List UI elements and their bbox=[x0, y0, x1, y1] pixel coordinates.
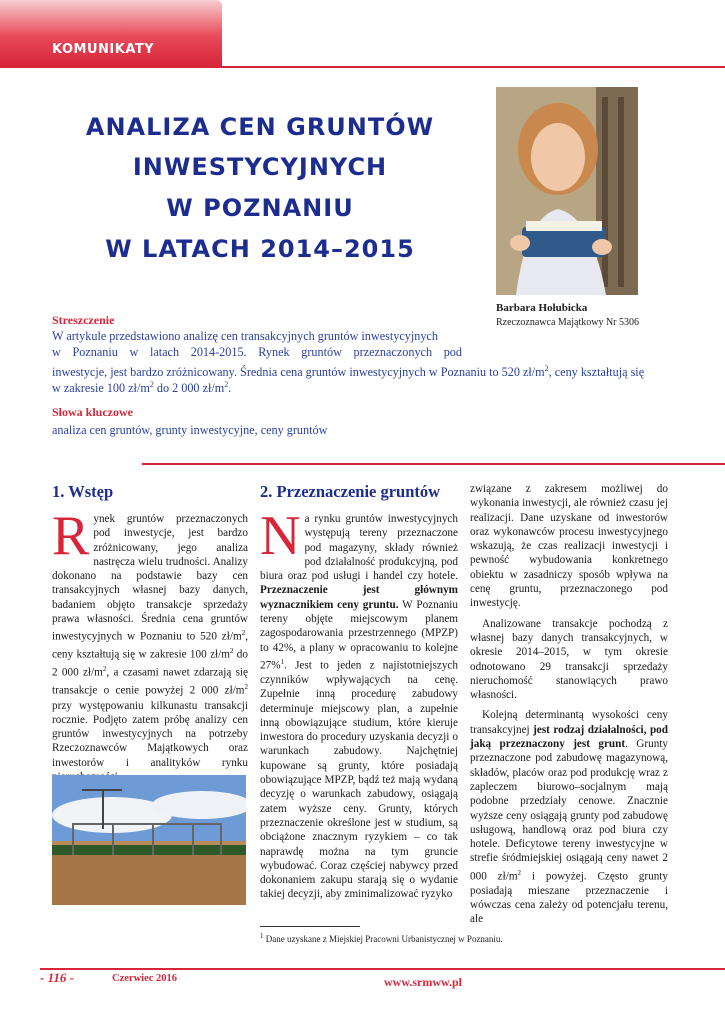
dropcap-n: N bbox=[260, 505, 301, 567]
header-rule bbox=[0, 66, 725, 68]
section-label: KOMUNIKATY bbox=[52, 42, 155, 57]
title-line-3: W POZNANIU bbox=[166, 194, 354, 222]
author-name: Barbara Hołubicka bbox=[496, 302, 588, 314]
abstract-line-2: w Poznaniu w latach 2014-2015. Rynek gruntów przeznaczonych pod bbox=[52, 345, 462, 359]
column-2-body: Na rynku gruntów inwestycyjnych występują tereny przeznaczone pod magazyny, składy również pod działalność produkcyjną, pod biura oraz pod usługi i handel czy hotele. Przeznaczenie jest głównym wyznacznikiem ceny gruntu. W Poznaniu tereny objęte miejscowym planem zagospodarowania przestrzennego (MPZP) to 42%, a plany w opracowaniu to kolejne 27%$^1$. Jest to jeden z najistotniejszych czynników wpływających na cenę. Zupełnie inną procedurę zabudowy determinuje miejscowy plan, a zupełnie inną obowiązujące studium, które kieruje inwestora do procedury uzyskania decyzji o warunkach zabudowy. Najchętniej kupowane są grunty, które posiadają obowiązujące MPZP, bądź też mają wydaną decyzję o warunkach zabudowy, osiągają zatem wyższe ceny. Grunty, których przeznaczenie określone jest w studium, są obciążone znacznym ryzykiem – co tak naprawdę można na tym gruncie wybudować. Coraz częściej nabywcy przed dokonaniem zakupu starają się o wydanie takiej decyzji, aby zminimalizować ryzyko bbox=[260, 505, 458, 901]
abstract-line-1: W artykule przedstawiono analizę cen transakcyjnych gruntów inwestycyjnych bbox=[52, 329, 438, 343]
page-number: - 116 - bbox=[40, 970, 74, 985]
section-divider bbox=[142, 463, 725, 465]
title-line-2: INWESTYCYJNYCH bbox=[132, 153, 388, 181]
title-line-4: W LATACH 2014–2015 bbox=[105, 235, 415, 263]
issue-date: Czerwiec 2016 bbox=[112, 973, 178, 984]
footnote: $^1$ Dane uzyskane z Miejskiej Pracowni Urbanistycznej w Poznaniu. bbox=[260, 932, 503, 944]
author-role: Rzeczoznawca Majątkowy Nr 5306 bbox=[496, 317, 639, 328]
footnote-rule bbox=[260, 926, 360, 927]
footer-rule bbox=[40, 968, 725, 970]
abstract-heading: Streszczenie bbox=[52, 313, 115, 327]
keywords-text: analiza cen gruntów, grunty inwestycyjne, ceny gruntów bbox=[52, 423, 328, 437]
website-link[interactable]: www.srmww.pl bbox=[384, 975, 463, 989]
column-3-body: związane z zakresem możliwej do wykonania inwestycji, ale również czasu jej realizacji. Dane uzyskane od inwestorów oraz wykonawców procesu inwestycyjnego wskazują, że czas realizacji inwestycji i pewność wybudowania konkretnego obiektu w zasadniczy sposób wpływa na cenę gruntu, przeznaczonego pod inwestycję. Analizowane transakcje pochodzą z własnej bazy danych transakcyjnych, w okresie 2014–2015, w tym okresie odnotowano 29 transakcji sprzedaży nieruchomość stanowiących prawo własności. Kolejną determinantą wysokości ceny transakcyjnej jest rodzaj działalności, pod jaką przeznaczony jest grunt. Grunty przeznaczone pod zabudowę magazynową, składów, placów oraz pod produkcję wraz z zapleczem biurowo–socjalnym mają podobne przedziały cenowe. Znacznie wyższe ceny osiągają grunty pod zabudowę usługową, handlową oraz pod biura czy hotele. Deficytowe tereny inwestycyjne w strefie śródmiejskiej osiągają ceny nawet 2 000 $zł/m^2$ i powyżej. Często grunty posiadają mieszane przeznaczenie i wówczas cena zależy od potencjału terenu, ale bbox=[470, 483, 668, 926]
dropcap-r: R bbox=[52, 505, 90, 567]
heading-przeznaczenie: 2. Przeznaczenie gruntów bbox=[260, 482, 441, 501]
author-photo bbox=[496, 87, 638, 295]
heading-wstep: 1. Wstęp bbox=[52, 482, 114, 501]
construction-site-photo bbox=[52, 775, 246, 905]
keywords-heading: Słowa kluczowe bbox=[52, 405, 133, 419]
column-1-body: Rynek gruntów przeznaczonych pod inwestycje, jest bardzo zróżnicowany, jego analiza nastręcza wielu trudności. Analizy dokonano na podstawie bazy cen transakcyjnych własnej bazy danych, badaniem objęto transakcje sprzedaży prawa własności. Średnia cena gruntów inwestycyjnych w Poznaniu to 520 $zł/m^2$, ceny kształtują się w zakresie 100 $zł/m^2$ do 2 000 $zł/m^2$, a czasami nawet zdarzają się transakcje o cenie powyżej 2 000 $zł/m^2$ przy występowaniu kilkunastu transakcji rocznie. Podjęto zatem próbę analizy cen gruntów inwestycyjnych na potrzeby Rzeczoznawców Majątkowych oraz inwestorów i analityków rynku bbox=[52, 505, 249, 769]
abstract-line-3: inwestycje, jest bardzo zróżnicowany. Średnia cena gruntów inwestycyjnych w Poznaniu to 520 $zł/m^2$, ceny kształtują się bbox=[52, 364, 645, 380]
abstract-line-4: w zakresie 100 $zł/m^2$ do 2 000 $zł/m^2$. bbox=[52, 380, 232, 396]
title-line-1: ANALIZA CEN GRUNTÓW bbox=[85, 113, 435, 141]
